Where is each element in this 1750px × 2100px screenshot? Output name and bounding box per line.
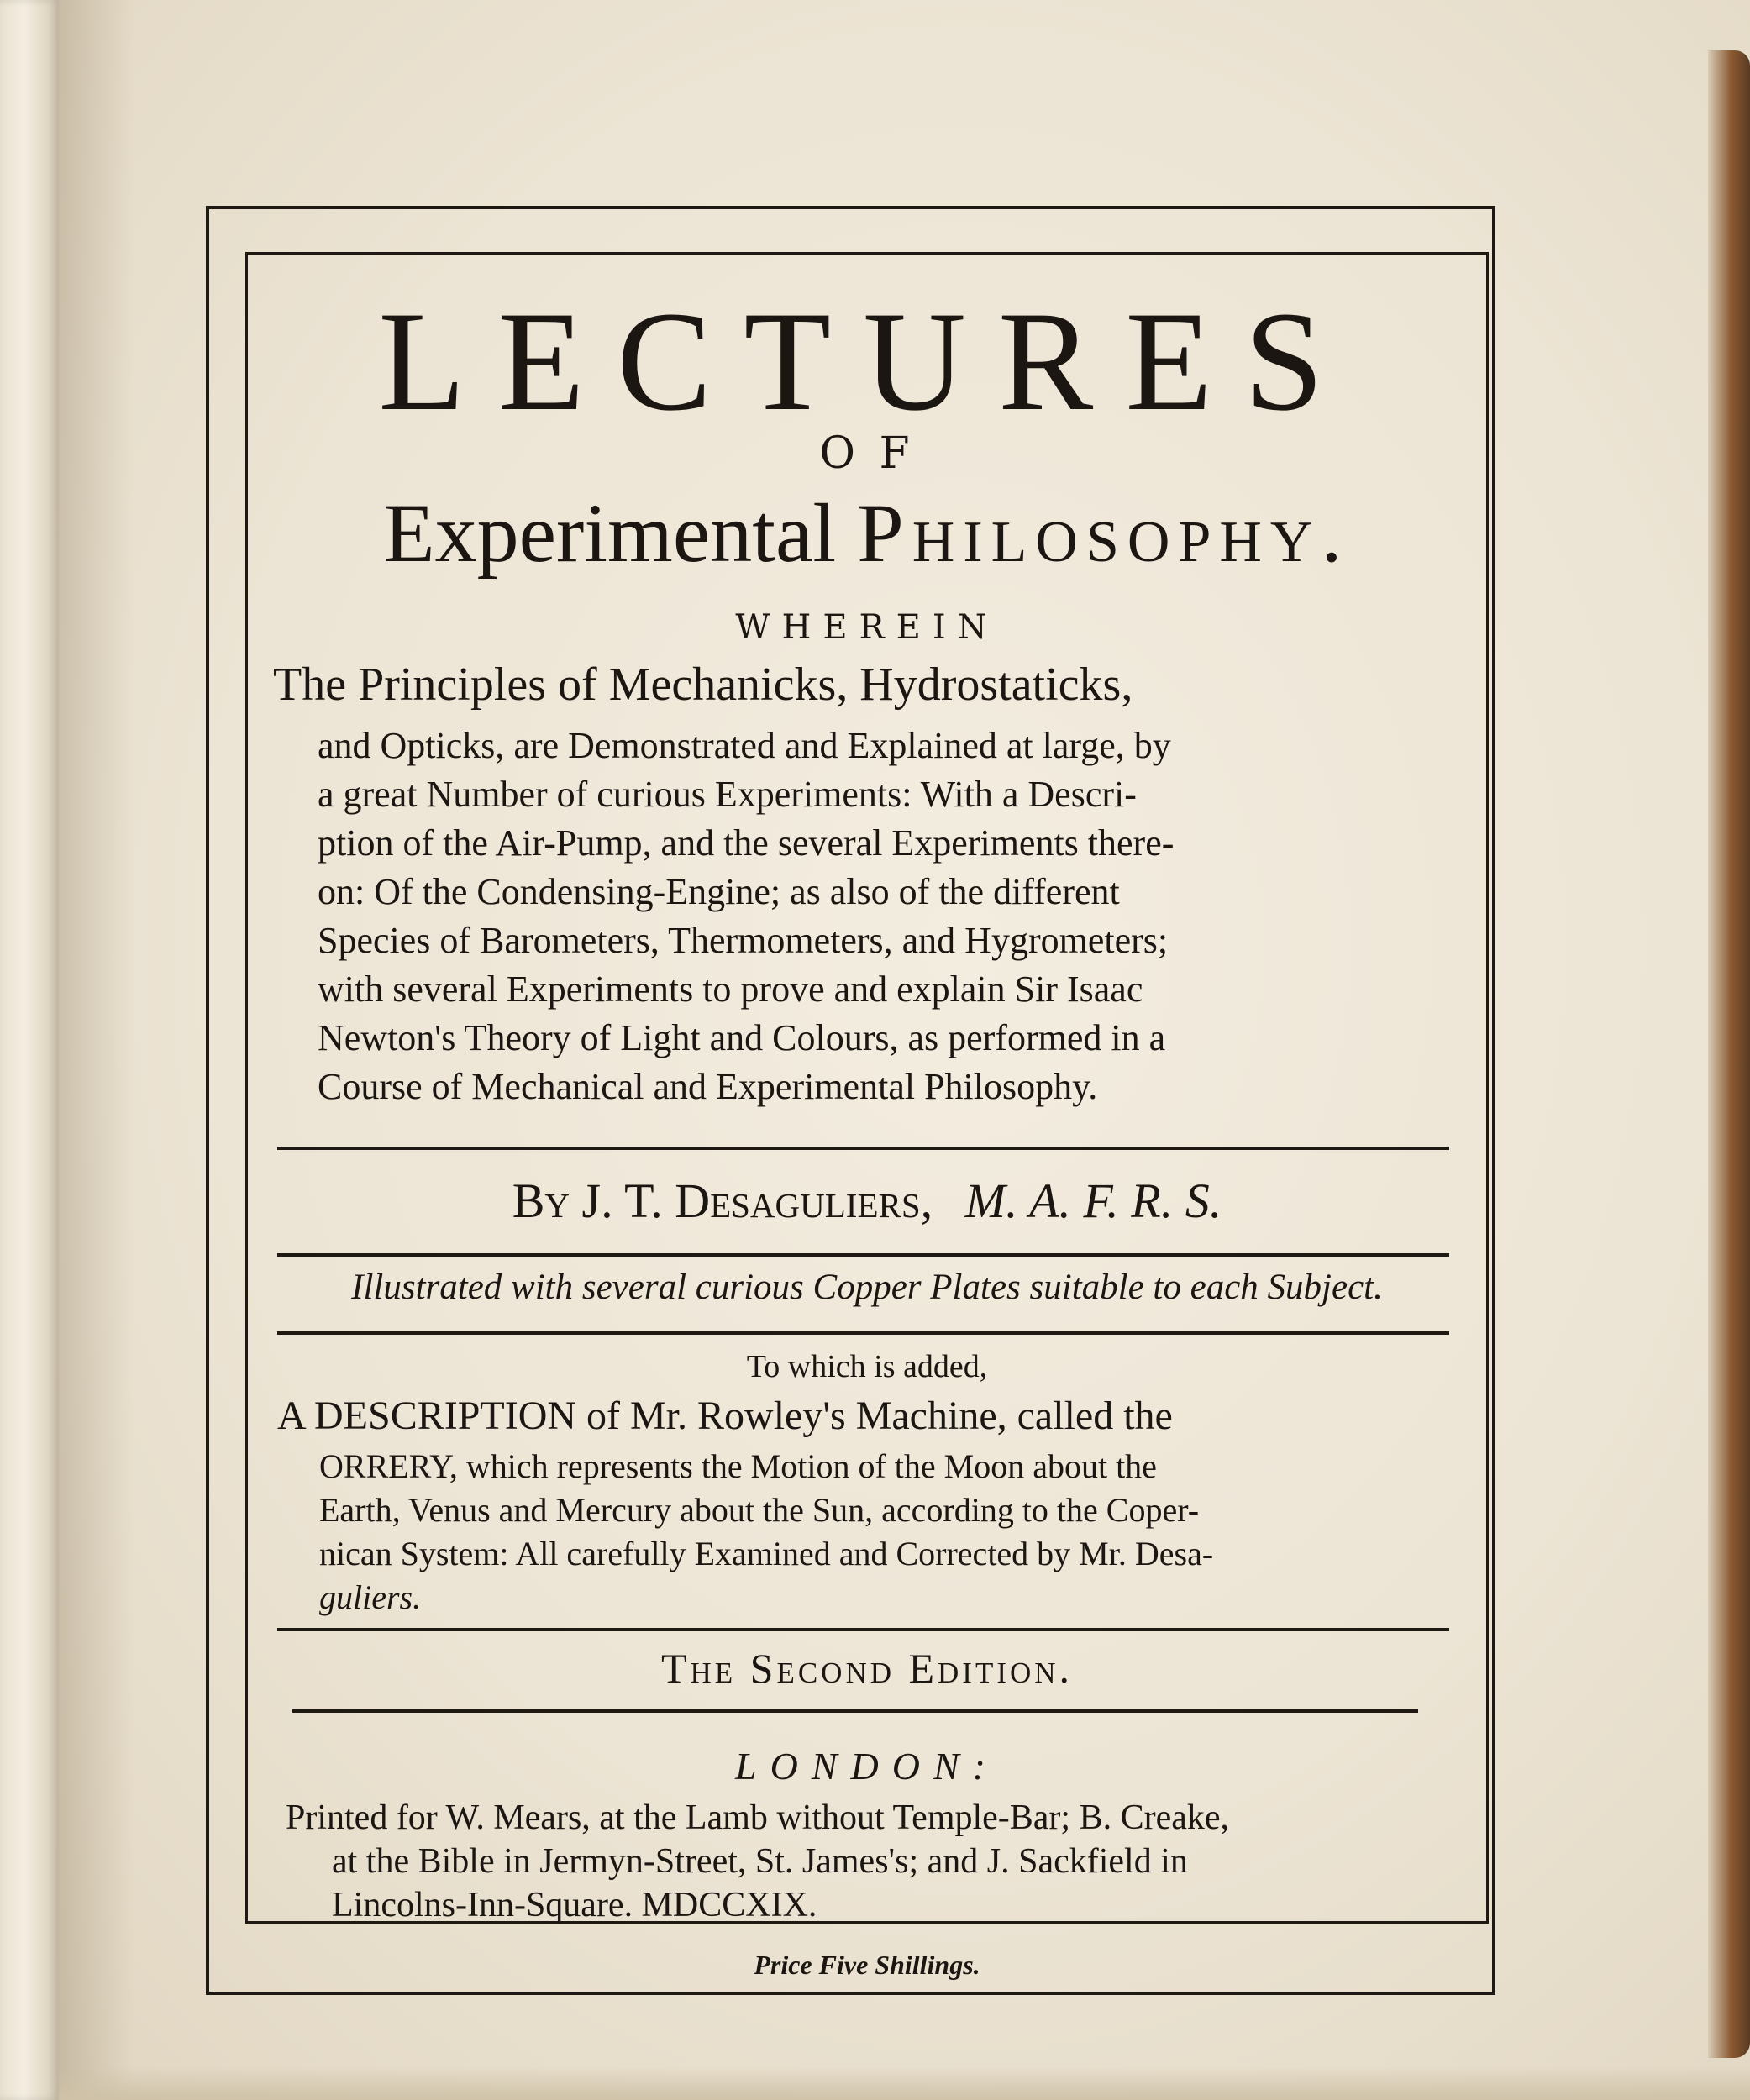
author-line — [245, 1172, 1489, 1231]
divider-rule — [292, 1709, 1418, 1713]
title-lectures: LECTURES — [378, 282, 1356, 440]
facing-page-edge — [0, 0, 59, 2100]
description-line: a great Number of curious Experiments: With a Descri- — [318, 774, 1137, 815]
added-line: nican System: All carefully Examined and Corrected by Mr. Desa- — [319, 1535, 1214, 1572]
divider-rule — [277, 1253, 1449, 1257]
divider-rule — [277, 1331, 1449, 1335]
description-line: Species of Barometers, Thermometers, and Hygrometers; — [318, 920, 1169, 961]
page-bottom-edge — [59, 2066, 1750, 2100]
author-name: By J. T. Desaguliers, — [512, 1173, 933, 1228]
illustrated-note: Illustrated with several curious Copper Plates suitable to each Subject. — [351, 1268, 1383, 1307]
author-credentials: M. A. F. R. S. — [964, 1173, 1222, 1228]
title-subtitle — [245, 483, 1489, 584]
subtitle-philosophy: Philosophy. — [857, 486, 1351, 580]
divider-rule — [277, 1147, 1449, 1150]
description-line: and Opticks, are Demonstrated and Explained at large, by — [318, 725, 1171, 766]
divider-rule — [277, 1628, 1449, 1631]
added-line: ORRERY, which represents the Motion of the Moon about the — [319, 1447, 1157, 1485]
description-line: Newton's Theory of Light and Colours, as performed in a — [318, 1017, 1166, 1058]
edition-label: The Second Edition. — [660, 1645, 1074, 1692]
imprint-city: LONDON: — [735, 1745, 999, 1788]
added-line: Earth, Venus and Mercury about the Sun, according to the Coper- — [319, 1491, 1200, 1529]
added-line: guliers. — [319, 1578, 422, 1616]
description-line: ption of the Air-Pump, and the several Experiments there- — [318, 822, 1175, 864]
description-line: on: Of the Condensing-Engine; as also of the different — [318, 871, 1120, 912]
imprint-line: Lincolns-Inn-Square. MDCCXIX. — [332, 1886, 817, 1924]
description-line: The Principles of Mechanicks, Hydrostaticks, — [273, 659, 1133, 711]
added-intro: To which is added, — [746, 1349, 988, 1384]
gutter-shadow — [59, 0, 134, 2100]
imprint-line: Printed for W. Mears, at the Lamb without Temple-Bar; B. Creake, — [286, 1798, 1230, 1837]
description-line: with several Experiments to prove and explain Sir Isaac — [318, 969, 1143, 1010]
book-cover-edge — [1708, 50, 1750, 2058]
wherein-label: WHEREIN — [735, 608, 999, 647]
added-line: A DESCRIPTION of Mr. Rowley's Machine, called the — [277, 1394, 1173, 1438]
imprint-line: at the Bible in Jermyn-Street, St. James's; and J. Sackfield in — [332, 1842, 1188, 1881]
description-line: Course of Mechanical and Experimental Philosophy. — [318, 1066, 1098, 1107]
title-of: O F — [819, 428, 915, 479]
subtitle-experimental: Experimental — [383, 486, 837, 580]
price-note: Price Five Shillings. — [754, 1950, 980, 1980]
